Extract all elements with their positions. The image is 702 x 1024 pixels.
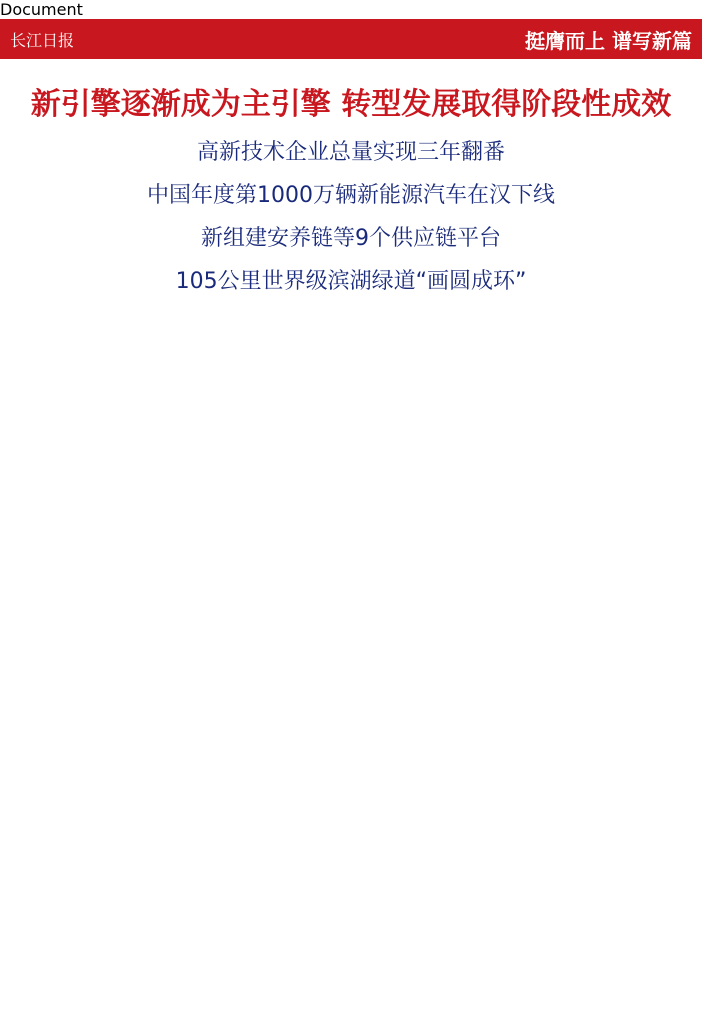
header — [0, 19, 702, 59]
headline-main: 新引擎逐渐成为主引擎 转型发展取得阶段性成效 — [30, 87, 672, 122]
headline-2: 高新技术企业总量实现三年翻番 — [196, 140, 505, 165]
masthead-logo: 长江日报 — [10, 30, 75, 50]
headline-3: 中国年度第1000万辆新能源汽车在汉下线 — [147, 183, 555, 208]
headline-4: 新组建安养链等9个供应链平台 — [201, 226, 501, 251]
section-title: 挺膺而上 谱写新篇 — [525, 28, 692, 53]
headline-5: 105公里世界级滨湖绿道“画圆成环” — [175, 269, 527, 294]
